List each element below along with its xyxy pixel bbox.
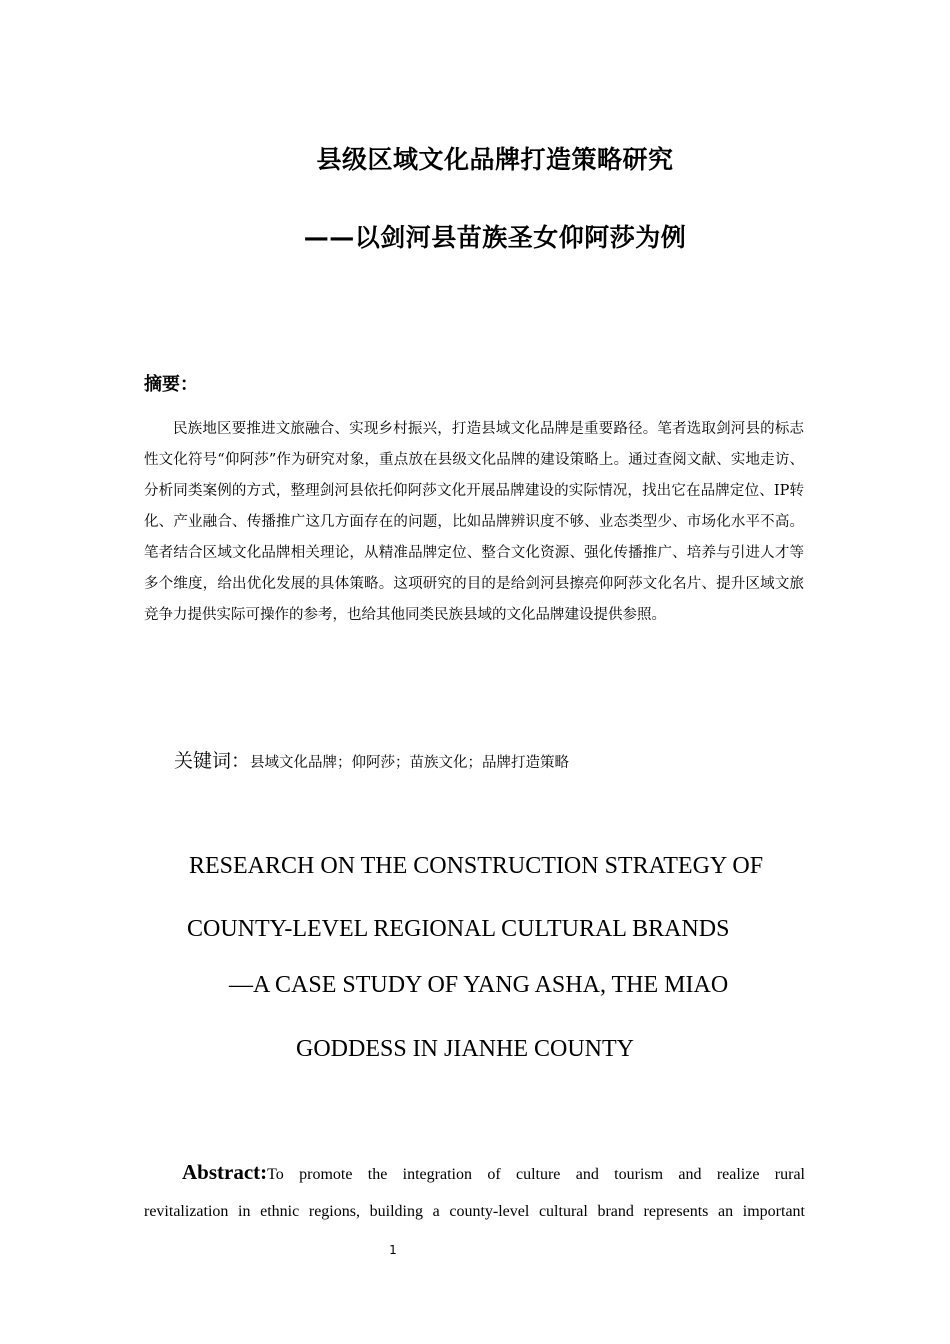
paper-subtitle: ——以剑河县苗族圣女仰阿莎为例 [303, 223, 687, 252]
english-title-line: RESEARCH ON THE CONSTRUCTION STRATEGY OF [189, 853, 764, 879]
keywords-label: 关键词： [174, 750, 251, 772]
keywords-value: 县域文化品牌；仰阿莎；苗族文化；品牌打造策略 [250, 755, 570, 771]
paper-title: 县级区域文化品牌打造策略研究 [316, 145, 674, 174]
english-abstract-text: To promote the integration of culture and tourism and realize rural [267, 1166, 805, 1183]
english-abstract-line [144, 1160, 805, 1185]
english-title-line: —A CASE STUDY OF YANG ASHA, THE MIAO [229, 972, 729, 998]
english-title-line: GODDESS IN JIANHE COUNTY [296, 1036, 634, 1062]
page-number: 1 [389, 1243, 397, 1257]
english-abstract-label: Abstract: [182, 1160, 268, 1184]
english-title-line: COUNTY-LEVEL REGIONAL CULTURAL BRANDS [187, 916, 730, 942]
english-abstract-line: revitalization in ethnic regions, building a county-level cultural brand represents an important [144, 1203, 805, 1220]
abstract-label: 摘要： [144, 374, 198, 395]
keywords-line [174, 746, 569, 773]
abstract-body: 民族地区要推进文旅融合、实现乡村振兴，打造县域文化品牌是重要路径。笔者选取剑河县的标志性文化符号“仰阿莎”作为研究对象，重点放在县级文化品牌的建设策略上。通过查阅文献、实地走访、分析同类案例的方式，整理剑河县依托仰阿莎文化开展品牌建设的实际情况，找出它在品牌定位、IP转化、产业融合、传播推广这几方面存在的问题，比如品牌辨识度不够、业态类型少、市场化水平不高。笔者结合区域文化品牌相关理论，从精准品牌定位、整合文化资源、强化传播推广、培养与引进人才等多个维度，给出优化发展的具体策略。这项研究的目的是给剑河县擦亮仰阿莎文化名片、提升区域文旅竞争力提供实际可操作的参考，也给其他同类民族县域的文化品牌建设提供参照。 [144, 421, 804, 623]
